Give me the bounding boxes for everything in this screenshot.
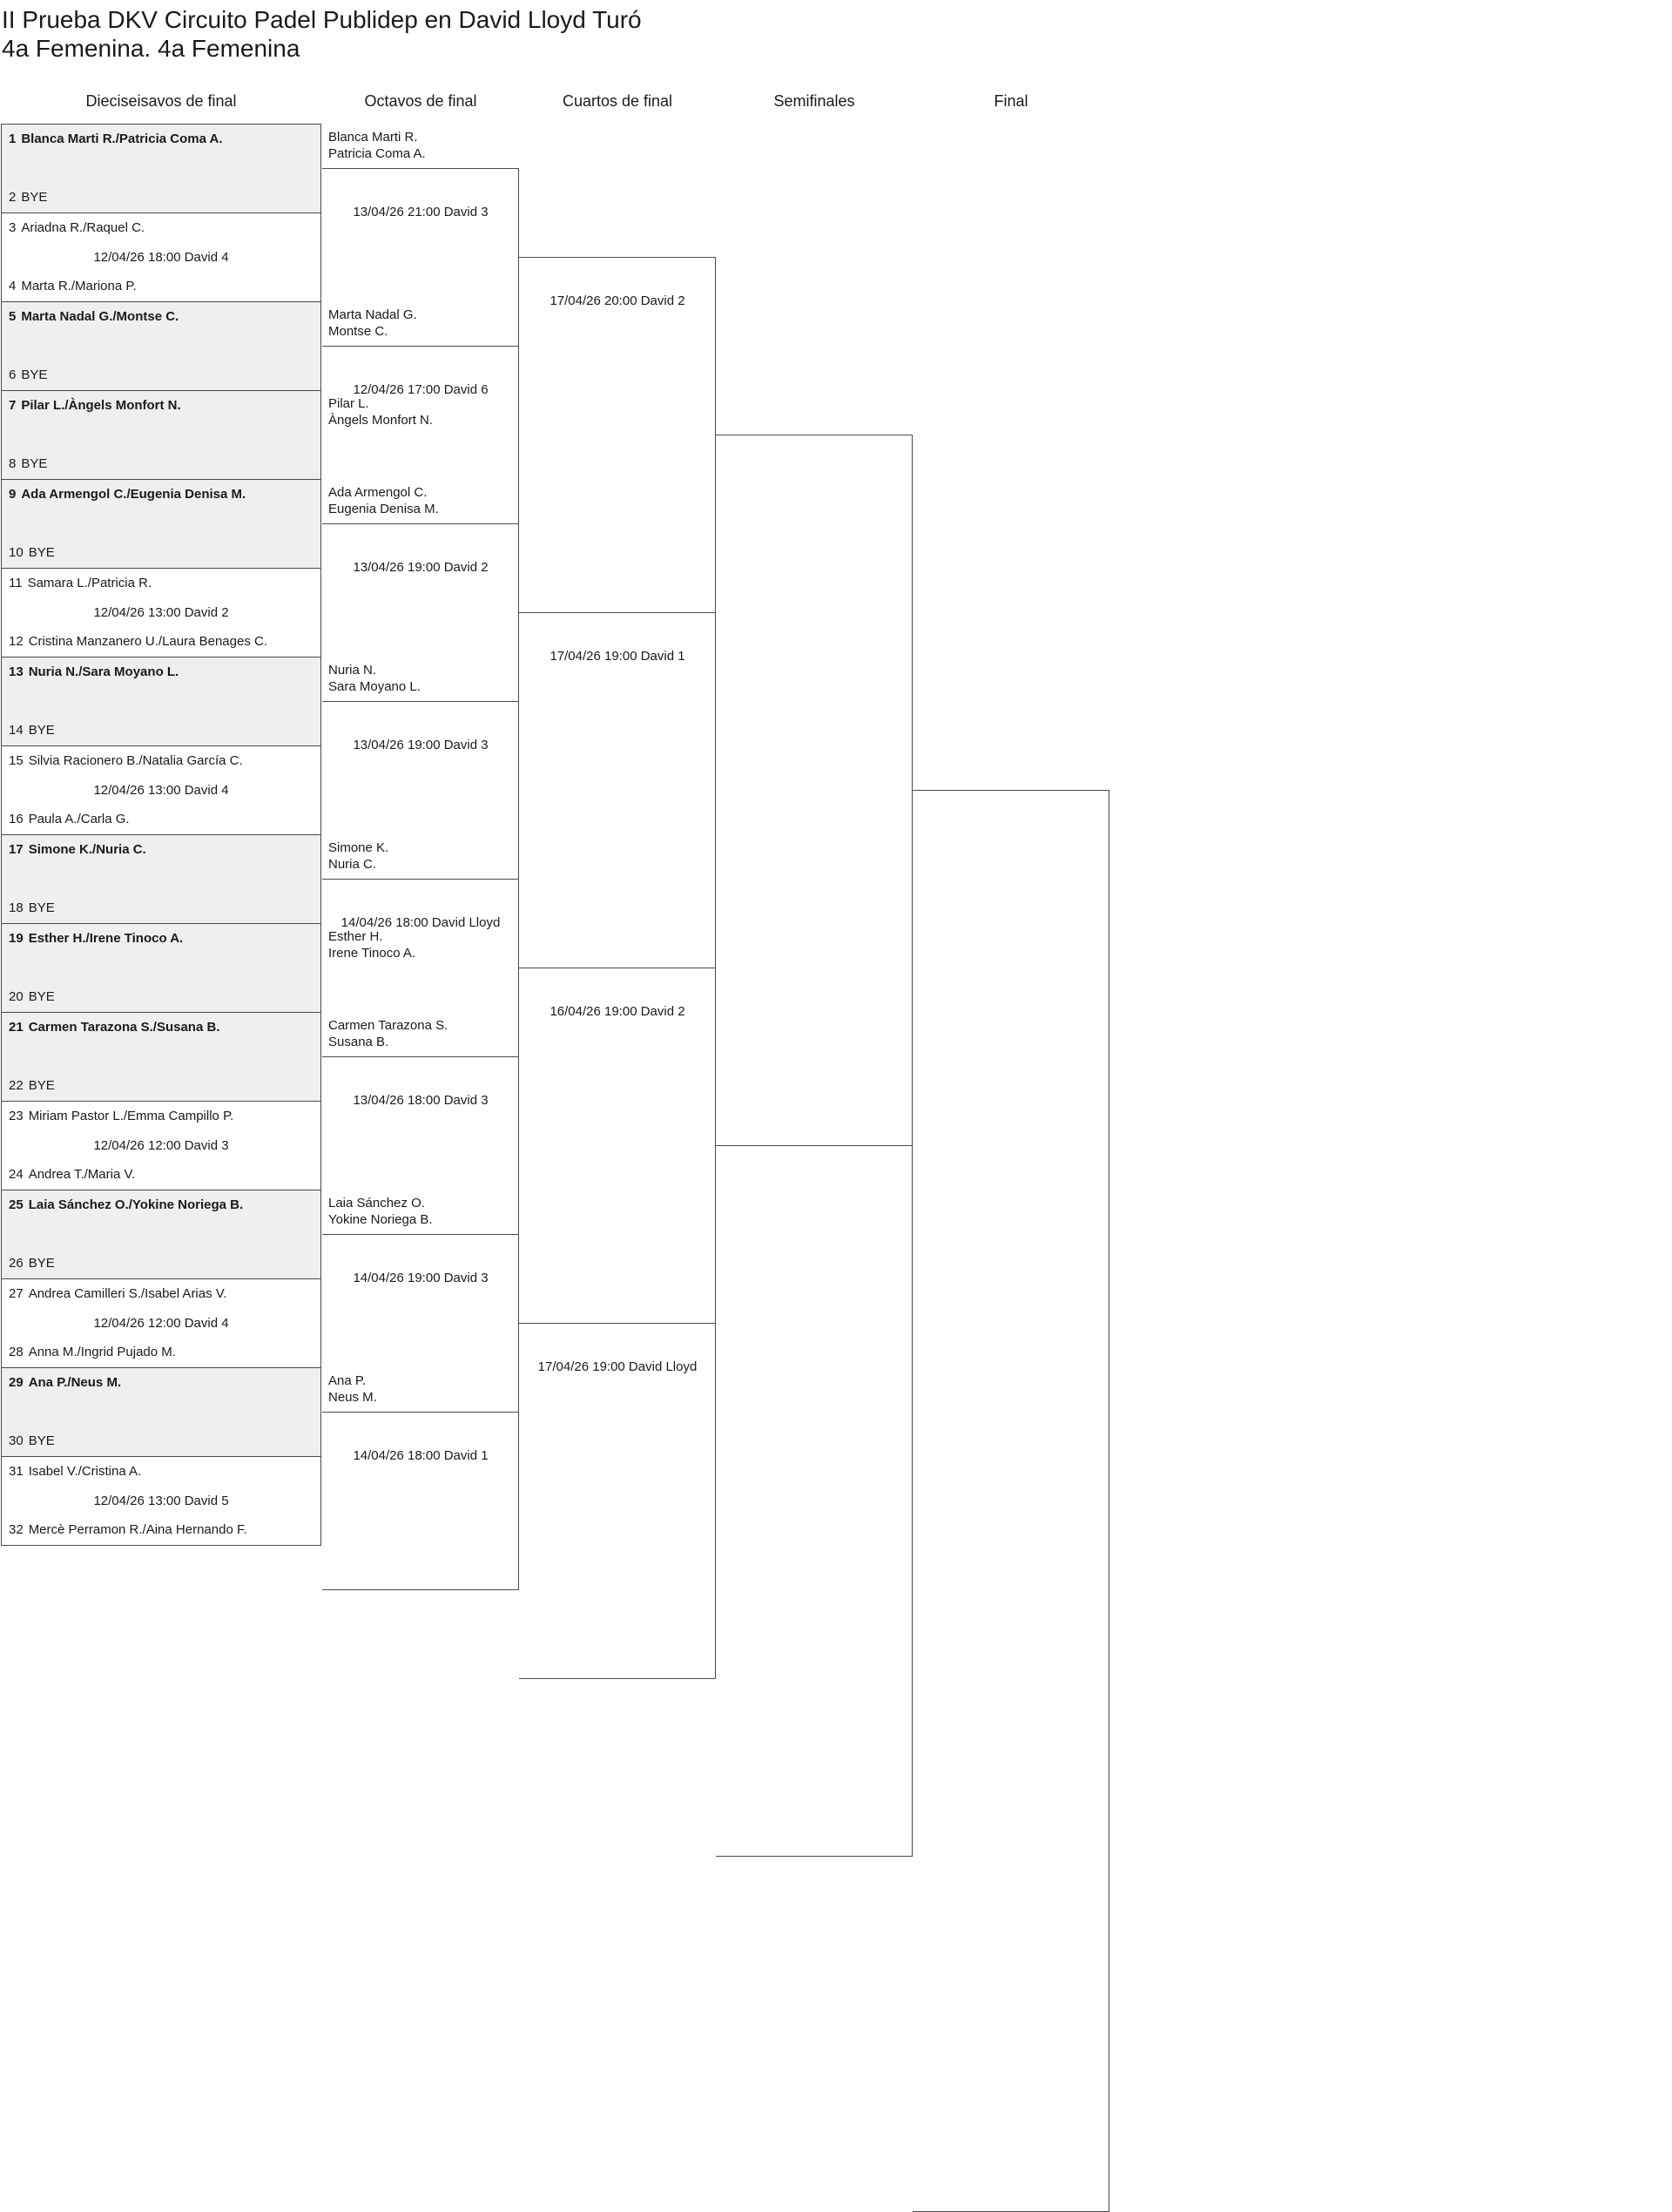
team-name: BYE — [21, 190, 48, 205]
match-schedule: 12/04/26 17:00 David 6 — [353, 382, 489, 397]
seed-number: 6 — [9, 368, 17, 382]
team-a — [9, 842, 146, 857]
match-r32 — [1, 1190, 321, 1279]
match-schedule: 16/04/26 19:00 David 2 — [549, 1004, 685, 1019]
team-b — [9, 456, 47, 471]
match-r32 — [1, 479, 321, 569]
player-name: Ada Armengol C. — [328, 485, 428, 500]
team-name: Andrea Camilleri S./Isabel Arias V. — [28, 1286, 227, 1301]
team-name: Marta R./Mariona P. — [21, 279, 137, 293]
seed-number: 8 — [9, 456, 17, 471]
match-sf — [716, 435, 913, 1146]
player-name: Montse C. — [328, 324, 388, 339]
match-r16 — [322, 346, 519, 524]
match-schedule: 12/04/26 12:00 David 3 — [93, 1138, 229, 1153]
team-name: Isabel V./Cristina A. — [28, 1464, 142, 1479]
team-name: BYE — [21, 456, 48, 471]
match-r32 — [1, 390, 321, 480]
round-header-r32: Dieciseisavos de final — [85, 92, 237, 110]
team-b — [9, 279, 137, 293]
seed-number: 4 — [9, 279, 17, 293]
player-name: Simone K. — [328, 840, 389, 855]
team-a — [9, 1020, 219, 1035]
match-schedule: 14/04/26 18:00 David 1 — [353, 1448, 489, 1463]
team-a — [9, 1375, 121, 1390]
match-schedule: 13/04/26 19:00 David 3 — [353, 738, 489, 752]
seed-number: 26 — [9, 1256, 24, 1271]
team-b — [9, 1345, 176, 1359]
match-schedule: 14/04/26 19:00 David 3 — [353, 1271, 489, 1285]
seed-number: 11 — [9, 576, 23, 590]
team-b — [9, 1167, 135, 1182]
match-r16 — [322, 1056, 519, 1235]
player-name: Carmen Tarazona S. — [328, 1018, 448, 1033]
team-name: Andrea T./Maria V. — [28, 1167, 136, 1182]
team-b — [9, 1433, 55, 1448]
player-name: Blanca Marti R. — [328, 130, 418, 145]
player-name: Pilar L. — [328, 396, 369, 411]
match-r32 — [1, 1456, 321, 1546]
team-a — [9, 753, 243, 768]
player-name: Eugenia Denisa M. — [328, 502, 439, 516]
seed-number: 14 — [9, 723, 24, 738]
match-r32 — [1, 1367, 321, 1457]
team-name: Ana P./Neus M. — [28, 1375, 122, 1390]
match-schedule: 12/04/26 13:00 David 5 — [93, 1494, 229, 1508]
round-header-r16: Octavos de final — [364, 92, 477, 110]
team-name: Carmen Tarazona S./Susana B. — [28, 1020, 220, 1035]
player-name: Susana B. — [328, 1035, 389, 1049]
match-schedule: 13/04/26 19:00 David 2 — [353, 560, 489, 575]
seed-number: 21 — [9, 1020, 24, 1035]
round-header-final: Final — [994, 92, 1028, 110]
seed-number: 23 — [9, 1109, 24, 1123]
team-a — [9, 931, 183, 946]
match-final — [913, 790, 1109, 2212]
team-name: BYE — [28, 723, 55, 738]
seed-number: 22 — [9, 1078, 24, 1093]
player-name: Ana P. — [328, 1373, 367, 1388]
team-name: Esther H./Irene Tinoco A. — [28, 931, 184, 946]
match-schedule: 12/04/26 12:00 David 4 — [93, 1316, 229, 1331]
match-sf — [716, 1145, 913, 1857]
player-name: Patricia Coma A. — [328, 146, 426, 161]
match-r16 — [322, 879, 519, 1057]
team-a — [9, 398, 181, 413]
match-r32 — [1, 124, 321, 213]
seed-number: 28 — [9, 1345, 24, 1359]
team-a — [9, 576, 152, 590]
team-b — [9, 634, 267, 649]
player-name: Yokine Noriega B. — [328, 1212, 433, 1227]
team-a — [9, 309, 179, 324]
team-b — [9, 900, 55, 915]
seed-number: 7 — [9, 398, 17, 413]
team-name: BYE — [28, 1433, 55, 1448]
player-name: Marta Nadal G. — [328, 307, 417, 322]
team-a — [9, 132, 223, 146]
match-schedule: 13/04/26 21:00 David 3 — [353, 205, 489, 219]
team-name: BYE — [21, 368, 48, 382]
player-name: Neus M. — [328, 1390, 377, 1405]
seed-number: 20 — [9, 989, 24, 1004]
match-qf — [519, 968, 716, 1324]
match-schedule: 17/04/26 20:00 David 2 — [549, 293, 685, 308]
seed-number: 17 — [9, 842, 24, 857]
match-r16 — [322, 1234, 519, 1413]
match-schedule: 17/04/26 19:00 David 1 — [549, 649, 685, 664]
team-name: BYE — [28, 1078, 55, 1093]
seed-number: 9 — [9, 487, 17, 502]
match-r32 — [1, 1278, 321, 1368]
team-name: Marta Nadal G./Montse C. — [21, 309, 179, 324]
player-name: Nuria C. — [328, 857, 377, 872]
player-name: Laia Sánchez O. — [328, 1196, 425, 1211]
player-name: Irene Tinoco A. — [328, 946, 416, 961]
team-b — [9, 723, 55, 738]
team-b — [9, 545, 55, 560]
tournament-name: II Prueba DKV Circuito Padel Publidep en David Lloyd Turó — [2, 6, 642, 33]
team-b — [9, 812, 130, 826]
team-name: Samara L./Patricia R. — [27, 576, 152, 590]
team-name: BYE — [28, 900, 55, 915]
seed-number: 27 — [9, 1286, 24, 1301]
seed-number: 1 — [9, 132, 17, 146]
match-r32 — [1, 657, 321, 746]
team-a — [9, 1109, 233, 1123]
match-schedule: 17/04/26 19:00 David Lloyd — [537, 1359, 698, 1374]
match-schedule: 13/04/26 18:00 David 3 — [353, 1093, 489, 1108]
team-name: Anna M./Ingrid Pujado M. — [28, 1345, 176, 1359]
round-header-sf: Semifinales — [773, 92, 855, 110]
match-r32 — [1, 568, 321, 658]
category-name: 4a Femenina. 4a Femenina — [2, 35, 300, 62]
team-name: BYE — [28, 989, 55, 1004]
match-schedule: 12/04/26 18:00 David 4 — [93, 250, 229, 265]
match-qf — [519, 257, 716, 613]
team-a — [9, 220, 145, 235]
team-name: Paula A./Carla G. — [28, 812, 130, 826]
seed-number: 19 — [9, 931, 24, 946]
match-r32 — [1, 1101, 321, 1190]
seed-number: 24 — [9, 1167, 24, 1182]
match-schedule: 12/04/26 13:00 David 2 — [93, 605, 229, 620]
match-r16 — [322, 1412, 519, 1590]
team-name: Laia Sánchez O./Yokine Noriega B. — [28, 1197, 244, 1212]
seed-number: 30 — [9, 1433, 24, 1448]
player-name: Àngels Monfort N. — [328, 413, 434, 428]
team-name: BYE — [28, 1256, 55, 1271]
match-r32 — [1, 212, 321, 302]
team-b — [9, 190, 47, 205]
team-b — [9, 1522, 247, 1537]
match-r32 — [1, 834, 321, 924]
seed-number: 25 — [9, 1197, 24, 1212]
team-name: Mercè Perramon R./Aina Hernando F. — [28, 1522, 247, 1537]
seed-number: 15 — [9, 753, 24, 768]
match-r16 — [322, 523, 519, 702]
player-name: Nuria N. — [328, 663, 377, 678]
match-r32 — [1, 1012, 321, 1102]
team-b — [9, 989, 55, 1004]
seed-number: 31 — [9, 1464, 24, 1479]
team-a — [9, 1464, 141, 1479]
seed-number: 2 — [9, 190, 17, 205]
match-schedule: 12/04/26 13:00 David 4 — [93, 783, 229, 798]
team-name: Ada Armengol C./Eugenia Denisa M. — [21, 487, 246, 502]
team-a — [9, 1286, 227, 1301]
team-b — [9, 368, 47, 382]
round-header-qf: Cuartos de final — [562, 92, 673, 110]
team-a — [9, 664, 179, 679]
team-a — [9, 1197, 243, 1212]
match-r32 — [1, 301, 321, 391]
seed-number: 18 — [9, 900, 24, 915]
seed-number: 29 — [9, 1375, 24, 1390]
seed-number: 16 — [9, 812, 24, 826]
match-r16 — [322, 701, 519, 880]
team-b — [9, 1078, 55, 1093]
team-name: Nuria N./Sara Moyano L. — [28, 664, 179, 679]
seed-number: 32 — [9, 1522, 24, 1537]
match-qf — [519, 612, 716, 968]
match-qf — [519, 1323, 716, 1679]
seed-number: 5 — [9, 309, 17, 324]
seed-number: 10 — [9, 545, 24, 560]
team-name: Miriam Pastor L./Emma Campillo P. — [28, 1109, 234, 1123]
player-name: Sara Moyano L. — [328, 679, 421, 694]
team-name: Cristina Manzanero U./Laura Benages C. — [28, 634, 267, 649]
player-name: Esther H. — [328, 929, 383, 944]
r16-team — [328, 129, 426, 162]
team-name: BYE — [28, 545, 55, 560]
team-a — [9, 487, 246, 502]
seed-number: 12 — [9, 634, 24, 649]
team-name: Simone K./Nuria C. — [28, 842, 146, 857]
team-name: Blanca Marti R./Patricia Coma A. — [21, 132, 223, 146]
team-name: Silvia Racionero B./Natalia García C. — [28, 753, 243, 768]
seed-number: 13 — [9, 664, 24, 679]
match-r32 — [1, 745, 321, 835]
seed-number: 3 — [9, 220, 17, 235]
match-r16 — [322, 168, 519, 347]
match-schedule: 14/04/26 18:00 David Lloyd — [340, 915, 501, 930]
team-name: Ariadna R./Raquel C. — [21, 220, 145, 235]
team-b — [9, 1256, 55, 1271]
team-name: Pilar L./Àngels Monfort N. — [21, 398, 181, 413]
match-r32 — [1, 923, 321, 1013]
